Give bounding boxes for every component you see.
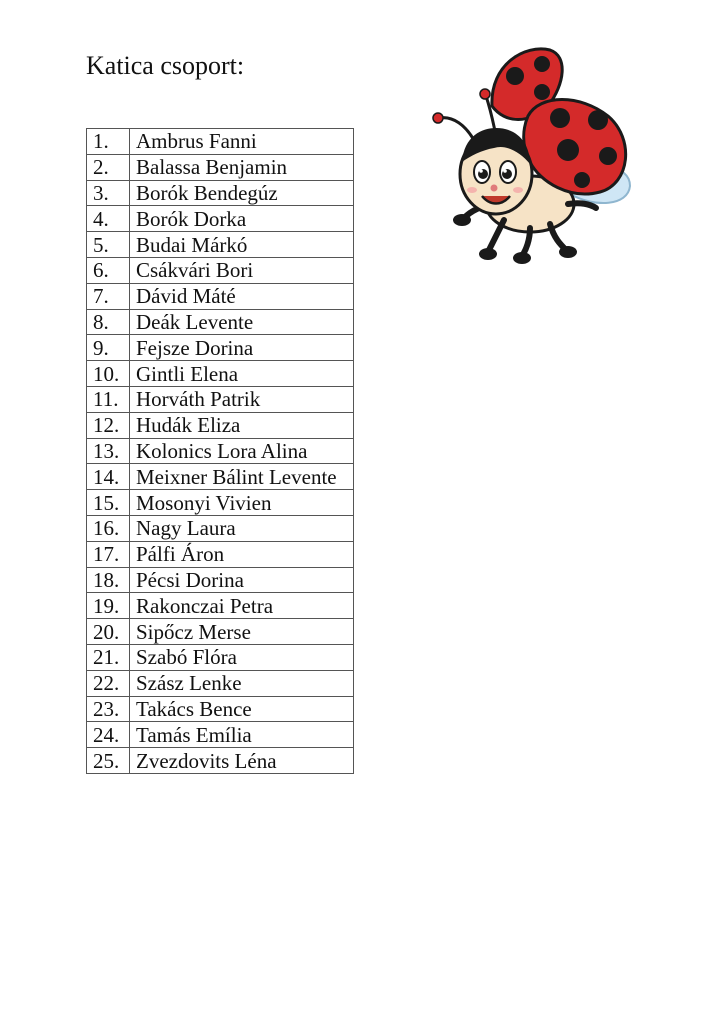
table-row — [87, 670, 354, 696]
table-row — [87, 748, 354, 774]
roster-body — [87, 129, 354, 774]
row-number: 23. — [87, 696, 130, 722]
child-name: Borók Dorka — [130, 206, 354, 232]
table-row — [87, 644, 354, 670]
table-row — [87, 309, 354, 335]
row-number: 25. — [87, 748, 130, 774]
table-row — [87, 386, 354, 412]
row-number: 12. — [87, 412, 130, 438]
child-name: Balassa Benjamin — [130, 154, 354, 180]
child-name: Szász Lenke — [130, 670, 354, 696]
table-row — [87, 567, 354, 593]
child-name: Hudák Eliza — [130, 412, 354, 438]
child-name: Fejsze Dorina — [130, 335, 354, 361]
child-name: Borók Bendegúz — [130, 180, 354, 206]
row-number: 6. — [87, 257, 130, 283]
row-number: 9. — [87, 335, 130, 361]
child-name: Pálfi Áron — [130, 541, 354, 567]
child-name: Ambrus Fanni — [130, 129, 354, 155]
row-number: 15. — [87, 490, 130, 516]
table-row — [87, 464, 354, 490]
table-row — [87, 722, 354, 748]
child-name: Rakonczai Petra — [130, 593, 354, 619]
table-row — [87, 438, 354, 464]
row-number: 18. — [87, 567, 130, 593]
roster-table — [86, 128, 354, 774]
row-number: 10. — [87, 361, 130, 387]
child-name: Dávid Máté — [130, 283, 354, 309]
table-row — [87, 206, 354, 232]
row-number: 7. — [87, 283, 130, 309]
row-number: 11. — [87, 386, 130, 412]
table-row — [87, 696, 354, 722]
table-row — [87, 619, 354, 645]
child-name: Tamás Emília — [130, 722, 354, 748]
page-title: Katica csoport: — [86, 51, 245, 80]
row-number: 22. — [87, 670, 130, 696]
row-number: 2. — [87, 154, 130, 180]
row-number: 13. — [87, 438, 130, 464]
child-name: Mosonyi Vivien — [130, 490, 354, 516]
row-number: 1. — [87, 129, 130, 155]
row-number: 3. — [87, 180, 130, 206]
row-number: 20. — [87, 619, 130, 645]
child-name: Csákvári Bori — [130, 257, 354, 283]
table-row — [87, 283, 354, 309]
row-number: 5. — [87, 232, 130, 258]
child-name: Gintli Elena — [130, 361, 354, 387]
table-row — [87, 541, 354, 567]
row-number: 21. — [87, 644, 130, 670]
child-name: Sipőcz Merse — [130, 619, 354, 645]
row-number: 19. — [87, 593, 130, 619]
table-row — [87, 593, 354, 619]
child-name: Horváth Patrik — [130, 386, 354, 412]
table-row — [87, 180, 354, 206]
table-row — [87, 257, 354, 283]
table-row — [87, 232, 354, 258]
table-row — [87, 129, 354, 155]
child-name: Kolonics Lora Alina — [130, 438, 354, 464]
child-name: Nagy Laura — [130, 515, 354, 541]
child-name: Takács Bence — [130, 696, 354, 722]
child-name: Pécsi Dorina — [130, 567, 354, 593]
child-name: Deák Levente — [130, 309, 354, 335]
table-row — [87, 412, 354, 438]
table-row — [87, 490, 354, 516]
row-number: 4. — [87, 206, 130, 232]
ladybug-icon — [430, 44, 640, 264]
row-number: 8. — [87, 309, 130, 335]
table-row — [87, 361, 354, 387]
row-number: 14. — [87, 464, 130, 490]
child-name: Zvezdovits Léna — [130, 748, 354, 774]
row-number: 16. — [87, 515, 130, 541]
child-name: Meixner Bálint Levente — [130, 464, 354, 490]
table-row — [87, 515, 354, 541]
table-row — [87, 154, 354, 180]
row-number: 24. — [87, 722, 130, 748]
child-name: Budai Márkó — [130, 232, 354, 258]
row-number: 17. — [87, 541, 130, 567]
child-name: Szabó Flóra — [130, 644, 354, 670]
table-row — [87, 335, 354, 361]
